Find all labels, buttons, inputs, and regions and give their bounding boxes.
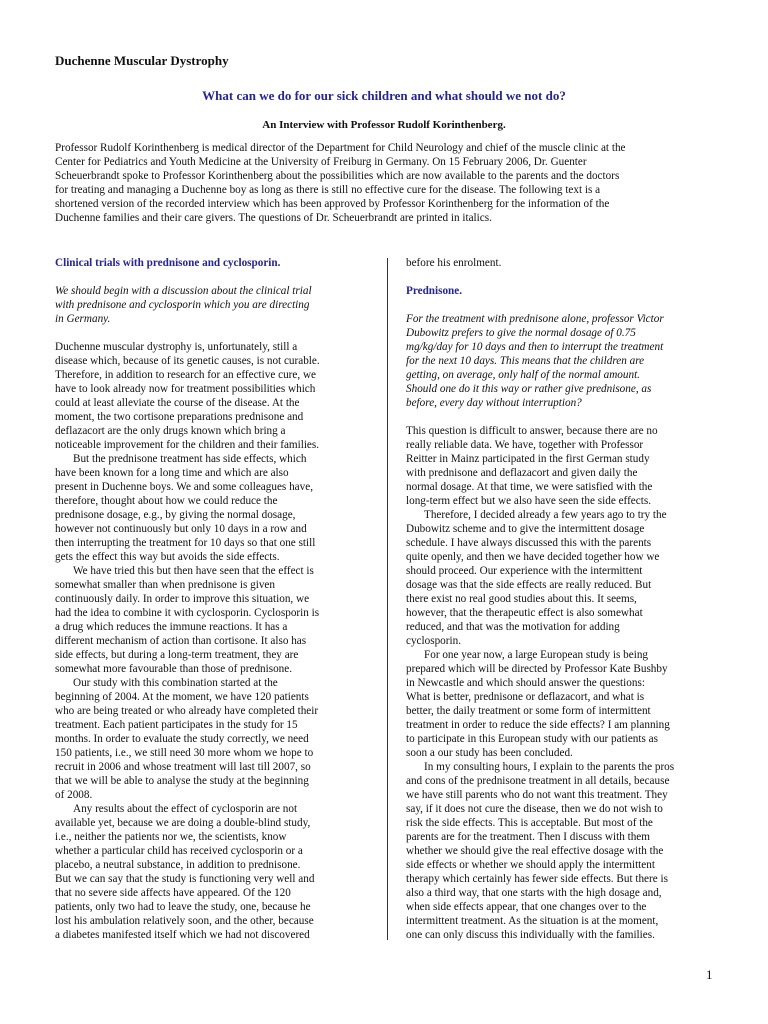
body-line: however, that the therapeutic effect is also somewhat	[406, 607, 643, 619]
body-line: that we will be able to analyse the study at the beginning	[55, 775, 309, 787]
body-line: have to look already now for treatment possibilities which	[55, 383, 316, 395]
body-line: somewhat more favourable than those of prednisone.	[55, 663, 293, 675]
question-line: mg/kg/day for 10 days and then to interrupt the treatment	[406, 341, 664, 353]
body-line: Dubowitz scheme and to give the intermittent dosage	[406, 523, 645, 535]
body-line: placebo, a neutral substance, in addition to prednisone.	[55, 859, 301, 871]
intro-line: Scheuerbrandt spoke to Professor Korinthenberg about the possibilities which are now available to the parents and the doctors	[55, 170, 620, 182]
body-line: of 2008.	[55, 789, 93, 801]
paragraph-first-line: Any results about the effect of cyclosporin are not	[73, 803, 298, 815]
body-line: disease which, because of its genetic causes, is not curable.	[55, 355, 320, 367]
body-line: who are being treated or who already have completed their	[55, 705, 319, 717]
body-line: Reitter in Mainz participated in the first German study	[406, 453, 650, 465]
body-line: prepared which will be directed by Professor Kate Bushby	[406, 663, 668, 675]
paragraph-first-line: We have tried this but then have seen that the effect is	[73, 565, 314, 577]
intro-line: for treating and managing a Duchenne boy as long as there is still no effective cure for the disease. The following text is a	[55, 184, 601, 196]
question-line: before, every day without interruption?	[406, 397, 582, 409]
document-title: Duchenne Muscular Dystrophy	[55, 53, 229, 68]
body-line: available yet, because we are doing a double-blind study,	[55, 817, 311, 829]
body-line: when side effects appear, that one changes over to the	[406, 901, 647, 913]
body-line: Duchenne muscular dystrophy is, unfortunately, still a	[55, 341, 298, 353]
question-line: We should begin with a discussion about the clinical trial	[55, 285, 312, 297]
question-line: in Germany.	[55, 313, 111, 325]
paragraph-gap	[406, 270, 716, 284]
paragraph-gap	[406, 298, 716, 312]
body-line: one can only discuss this individually with the families.	[406, 929, 655, 941]
body-line: lost his ambulation relatively soon, and the other, because	[55, 915, 314, 927]
body-line: schedule. I have always discussed this with the parents	[406, 537, 652, 549]
body-line: parents are for the treatment. Then I discuss with them	[406, 831, 650, 843]
paragraph-gap	[406, 410, 716, 424]
body-line: dosage was that the side effects are really reduced. But	[406, 579, 652, 591]
body-line: could at least alleviate the course of the disease. At the	[55, 397, 300, 409]
intro-line: Professor Rudolf Korinthenberg is medical director of the Department for Child Neurology and chief of the muscle clinic at the	[55, 142, 626, 154]
body-line: This question is difficult to answer, because there are no	[406, 425, 658, 437]
intro-line: shortened version of the recorded interview which has been approved by Professor Korinthenberg for the information of the	[55, 198, 610, 210]
question-line: with prednisone and cyclosporin which you are directing	[55, 299, 310, 311]
body-line: better, the daily treatment or some form of intermittent	[406, 705, 651, 717]
body-line: i.e., neither the patients nor we, the scientists, know	[55, 831, 287, 843]
body-line: What is better, prednisone or deflazacort, and what is	[406, 691, 645, 703]
paragraph-first-line: But the prednisone treatment has side effects, which	[73, 453, 307, 465]
intro-line: Duchenne families and their care givers. The questions of Dr. Scheuerbrandt are printed in italics.	[55, 212, 492, 224]
body-line: really reliable data. We have, together with Professor	[406, 439, 644, 451]
body-line: present in Duchenne boys. We and some colleagues have,	[55, 481, 313, 493]
paragraph-first-line: Therefore, I decided already a few years ago to try the	[424, 509, 667, 521]
body-line: side effects, but during a long-term treatment, they are	[55, 649, 299, 661]
body-line: whether we should give the real effective dosage with the	[406, 845, 664, 857]
body-line: with prednisone and deflazacort and given daily the	[406, 467, 638, 479]
body-line: different mechanism of action than cortisone. It also has	[55, 635, 307, 647]
body-line: reduced, and that was the motivation for adding	[406, 621, 620, 633]
body-line: that no severe side affects have appeared. Of the 120	[55, 887, 291, 899]
paragraph-gap	[55, 270, 370, 284]
body-line: and cons of the prednisone treatment in all details, because	[406, 775, 670, 787]
question-line: for the next 10 days. This means that the children are	[406, 355, 645, 367]
body-line: a diabetes manifested itself which we had not discovered	[55, 929, 310, 941]
body-line: noticeable improvement for the children and their families.	[55, 439, 320, 451]
body-line: normal dosage. At that time, we were satisfied with the	[406, 481, 653, 493]
body-line: say, if it does not cure the disease, then we do not wish to	[406, 803, 663, 815]
body-line: then interrupting the treatment for 10 days so that one still	[55, 537, 316, 549]
body-line: also a third way, that one starts with the high dosage and,	[406, 887, 662, 899]
body-line: long-term effect but we also have seen the side effects.	[406, 495, 651, 507]
question-line: Dubowitz prefers to give the normal dosage of 0.75	[406, 327, 636, 339]
question-line: Should one do it this way or rather give prednisone, as	[406, 383, 652, 395]
body-line: somewhat smaller than when prednisone is given	[55, 579, 275, 591]
body-line: whether a particular child has received cyclosporin or a	[55, 845, 303, 857]
interview-subtitle: An Interview with Professor Rudolf Korinthenberg.	[262, 119, 506, 131]
body-line: a drug which reduces the immune reactions. It has a	[55, 621, 288, 633]
body-line: however not continuously but only 10 days in a row and	[55, 523, 307, 535]
paragraph-first-line: Our study with this combination started at the	[73, 677, 278, 689]
introduction-paragraph	[55, 141, 715, 225]
body-line: cyclosporin.	[406, 635, 461, 647]
body-line: before his enrolment.	[406, 257, 502, 269]
body-line: But we can say that the study is functioning very well and	[55, 873, 315, 885]
intro-line: Center for Pediatrics and Youth Medicine at the University of Freiburg in Germany. On 15 February 2006, Dr. Guenter	[55, 156, 587, 168]
body-line: risk the side effects. This is acceptable. But most of the	[406, 817, 653, 829]
body-line: side effects or whether we should apply the intermittent	[406, 859, 655, 871]
paragraph-first-line: In my consulting hours, I explain to the parents the pros	[424, 761, 675, 773]
body-line: therefore, thought about how we could reduce the	[55, 495, 278, 507]
left-column	[55, 256, 370, 942]
question-line: For the treatment with prednisone alone, professor Victor	[406, 313, 664, 325]
body-line: quite openly, and then we have decided together how we	[406, 551, 660, 563]
body-line: in Newcastle and which should answer the questions:	[406, 677, 645, 689]
body-line: there exist no real good studies about this. It seems,	[406, 593, 637, 605]
body-line: treatment in order to reduce the side effects? I am planning	[406, 719, 670, 731]
page-number: 1	[706, 967, 713, 982]
body-line: soon a our study has been concluded.	[406, 747, 573, 759]
body-line: therapy which certainly has fewer side effects. But there is	[406, 873, 668, 885]
body-line: intermittent treatment. As the situation is at the moment,	[406, 915, 659, 927]
body-line: to participate in this European study with our patients as	[406, 733, 658, 745]
body-line: Therefore, in addition to research for an effective cure, we	[55, 369, 317, 381]
right-column	[406, 256, 716, 942]
body-line: recruit in 2006 and whose treatment will last till 2007, so	[55, 761, 311, 773]
body-line: should proceed. Our experience with the intermittent	[406, 565, 643, 577]
main-question-heading: What can we do for our sick children and what should we not do?	[202, 88, 566, 103]
question-line: getting, on average, only half of the normal amount.	[406, 369, 640, 381]
body-line: continuously daily. In order to improve this situation, we	[55, 593, 310, 605]
section-heading: Clinical trials with prednisone and cyclosporin.	[55, 257, 281, 269]
section-heading: Prednisone.	[406, 285, 463, 297]
body-line: deflazacort are the only drugs known which bring a	[55, 425, 286, 437]
paragraph-gap	[55, 326, 370, 340]
body-line: months. In order to evaluate the study correctly, we need	[55, 733, 309, 745]
body-line: had the idea to combine it with cyclosporin. Cyclosporin is	[55, 607, 320, 619]
body-line: treatment. Each patient participates in the study for 15	[55, 719, 298, 731]
body-line: beginning of 2004. At the moment, we have 120 patients	[55, 691, 309, 703]
body-line: patients, only two had to leave the study, one, because he	[55, 901, 311, 913]
body-line: moment, the two cortisone preparations prednisone and	[55, 411, 304, 423]
body-line: have been known for a long time and which are also	[55, 467, 289, 479]
body-line: gets the effect this way but avoids the side effects.	[55, 551, 280, 563]
paragraph-first-line: For one year now, a large European study is being	[424, 649, 649, 661]
body-line: prednisone dosage, e.g., by giving the normal dosage,	[55, 509, 296, 521]
column-divider	[387, 258, 388, 940]
body-line: we have still parents who do not want this treatment. They	[406, 789, 668, 801]
body-line: 150 patients, i.e., we still need 30 more whom we hope to	[55, 747, 314, 759]
